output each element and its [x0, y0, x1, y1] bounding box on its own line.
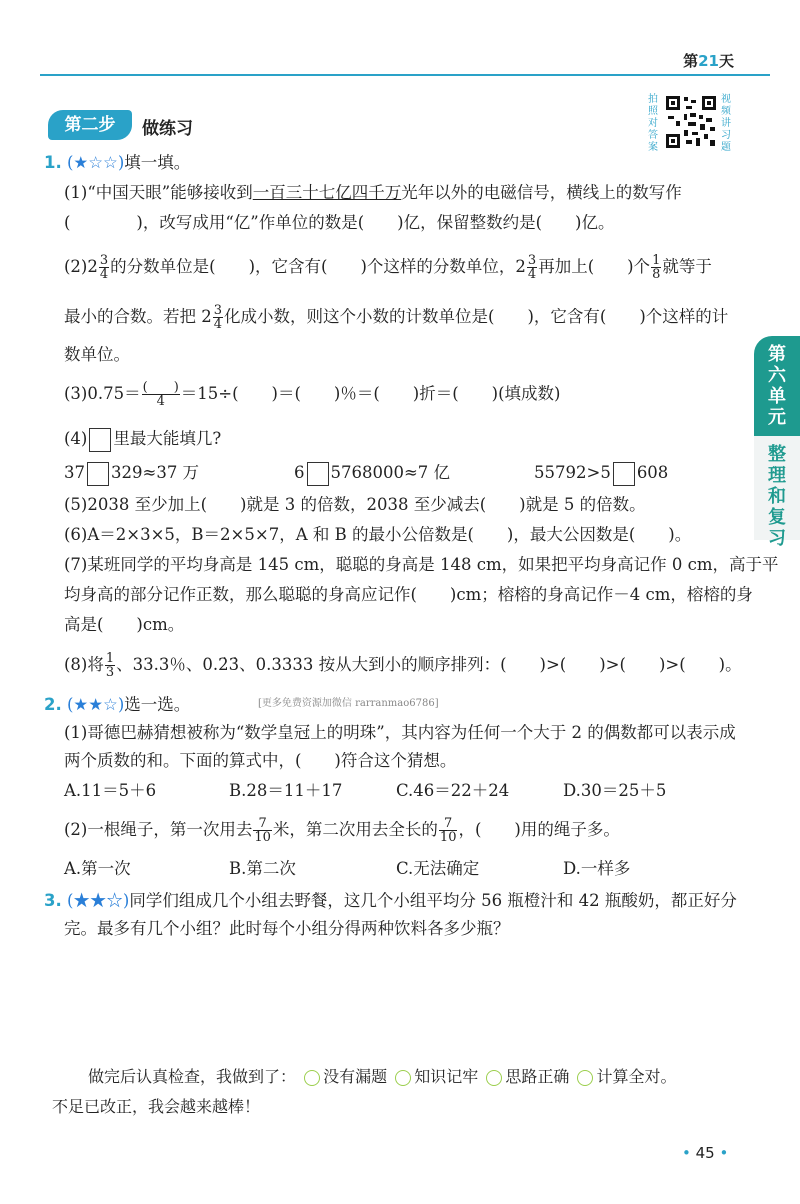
check-icon[interactable] — [486, 1070, 502, 1086]
section-badge-text: 第二步 — [64, 115, 116, 135]
qr-right-caption: 视频讲习题 — [721, 94, 731, 153]
q1-p7-line2: 均身高的部分记作正数，那么聪聪的身高应记作( )cm；榕榕的身高记作－4 cm，榕榕的身 — [64, 585, 753, 604]
option-a[interactable]: A.11＝5＋6 — [64, 781, 157, 800]
qr-code-icon — [664, 94, 718, 150]
fraction-1-3: $\frac{1}{3}$ — [105, 651, 115, 680]
q2-number: 2. — [44, 695, 62, 714]
q3-stars: (★★☆) — [67, 891, 130, 910]
q1-number: 1. — [44, 153, 62, 172]
check-icon[interactable] — [577, 1070, 593, 1086]
q2-p1-options — [64, 780, 666, 802]
footer-checklist: 做完后认真检查，我做到了： 没有漏题 知识记牢 思路正确 计算全对。 — [88, 1067, 677, 1086]
day-prefix: 第 — [683, 52, 699, 70]
q1-p1-line2: ( )，改写成用“亿”作单位的数是( )亿，保留整数约是( )亿。 — [64, 213, 615, 232]
day-number: 21 — [698, 52, 719, 70]
fraction-3-4: $\frac{3}{4}$ — [213, 303, 223, 332]
day-label — [683, 50, 734, 71]
q1-p8: (8)将 $\frac{1}{3}$ 、33.3％、0.2̇3̇、0.3333 按从大到小的顺序排列：( )>( )>( )>( )。 — [64, 651, 742, 680]
fraction-3-4: $\frac{3}{4}$ — [527, 253, 537, 282]
q3-line1: 3. (★★☆)同学们组成几个小组去野餐，这几个小组平均分 56 瓶橙汁和 42 瓶酸奶，都正好分 — [44, 891, 737, 910]
option-b[interactable]: B.28＝11＋17 — [229, 781, 343, 800]
q1-p2-line2: 最小的合数。若把 2 $\frac{3}{4}$ 化成小数，则这个小数的计数单位是( )，它含有( )个这样的计 — [64, 303, 729, 332]
blank-box[interactable] — [89, 428, 111, 452]
q1-p6: (6)A＝2×3×5，B＝2×5×7，A 和 B 的最小公倍数是( )，最大公因数是( )。 — [64, 525, 692, 544]
q1-title: 填一填。 — [124, 153, 191, 172]
q2-p2-options — [64, 858, 630, 880]
dot-icon: • — [682, 1144, 691, 1162]
option-b[interactable]: B.第二次 — [229, 859, 296, 878]
p4-item-2: 6 5768000≈7 亿 — [294, 460, 534, 486]
q1-p2-line3: 数单位。 — [64, 345, 130, 364]
q2-p1-line1: (1)哥德巴赫猜想被称为“数学皇冠上的明珠”，其内容为任何一个大于 2 的偶数都可以表示成 — [64, 723, 736, 742]
blank-box[interactable] — [307, 462, 329, 486]
q3-number: 3. — [44, 891, 62, 910]
check-icon[interactable] — [304, 1070, 320, 1086]
side-tab-topic: 整理和复习 — [754, 436, 800, 540]
fraction-7-10: $\frac{7}{10}$ — [254, 816, 271, 845]
q1-p2-line1: (2)2 $\frac{3}{4}$ 的分数单位是( )，它含有( )个这样的分数单位，2 $\frac{3}{4}$ 再加上( )个 $\frac{1}{8}$ 就等于 — [64, 253, 712, 282]
q1-p3: (3)0.75＝ $\frac{( )}{4}$ ＝15÷( )＝( )％＝( )折＝( )(填成数) — [64, 380, 561, 409]
q1-stars: (★☆☆) — [67, 153, 125, 172]
footer-line2: 不足已改正，我会越来越棒！ — [52, 1097, 261, 1116]
fraction-blank-over-4: $\frac{( )}{4}$ — [142, 380, 179, 409]
day-suffix: 天 — [718, 52, 734, 70]
qr-code[interactable] — [664, 94, 718, 150]
fraction-7-10: $\frac{7}{10}$ — [439, 816, 457, 845]
option-c[interactable]: C.无法确定 — [396, 859, 480, 878]
section-badge — [48, 110, 132, 140]
q2-p2: (2)一根绳子，第一次用去 $\frac{7}{10}$ 米，第二次用去全长的 $\frac{7}{10}$ ，( )用的绳子多。 — [64, 816, 620, 845]
section-title: 做练习 — [142, 119, 193, 139]
header-rule — [40, 74, 770, 76]
q2-heading — [44, 694, 190, 716]
q1-p4-items — [64, 460, 668, 486]
q2-stars: (★★☆) — [67, 695, 125, 714]
option-a[interactable]: A.第一次 — [64, 859, 131, 878]
q1-p7-line3: 高是( )cm。 — [64, 615, 185, 634]
check-icon[interactable] — [395, 1070, 411, 1086]
side-tab-unit: 第六单元 — [754, 336, 800, 436]
option-c[interactable]: C.46＝22＋24 — [396, 781, 510, 800]
q1-heading — [44, 152, 190, 174]
watermark: [更多免费资源加微信 rarranmao6786] — [258, 698, 439, 709]
q1-p7-line1: (7)某班同学的平均身高是 145 cm，聪聪的身高是 148 cm，如果把平均身高记作 0 cm，高于平 — [64, 555, 779, 574]
dot-icon: • — [719, 1144, 729, 1162]
q1-p5: (5)2038 至少加上( )就是 3 的倍数，2038 至少减去( )就是 5 的倍数。 — [64, 495, 646, 514]
q3-line2: 完。最多有几个小组？此时每个小组分得两种饮料各多少瓶？ — [64, 919, 510, 938]
blank-box[interactable] — [87, 462, 109, 486]
underlined-number: 一百三十七亿四千万 — [252, 183, 402, 202]
q2-title: 选一选。 — [124, 695, 191, 714]
option-d[interactable]: D.一样多 — [563, 859, 631, 878]
q1-p1-line1: (1)“中国天眼”能够接收到一百三十七亿四千万光年以外的电磁信号，横线上的数写作 — [64, 183, 682, 202]
blank-box[interactable] — [613, 462, 635, 486]
fraction-1-8: $\frac{1}{8}$ — [652, 253, 661, 282]
fraction-3-4: $\frac{3}{4}$ — [99, 253, 109, 282]
p4-item-3: 55792>5 608 — [534, 463, 668, 482]
page-number: • 45 • — [682, 1144, 729, 1162]
p4-item-1: 37 329≈37 万 — [64, 460, 294, 486]
qr-left-caption: 拍照对答案 — [648, 94, 658, 153]
option-d[interactable]: D.30＝25＋5 — [563, 781, 667, 800]
q1-p4-heading: (4) 里最大能填几? — [64, 426, 221, 452]
q2-p1-line2: 两个质数的和。下面的算式中，( )符合这个猜想。 — [64, 751, 457, 770]
